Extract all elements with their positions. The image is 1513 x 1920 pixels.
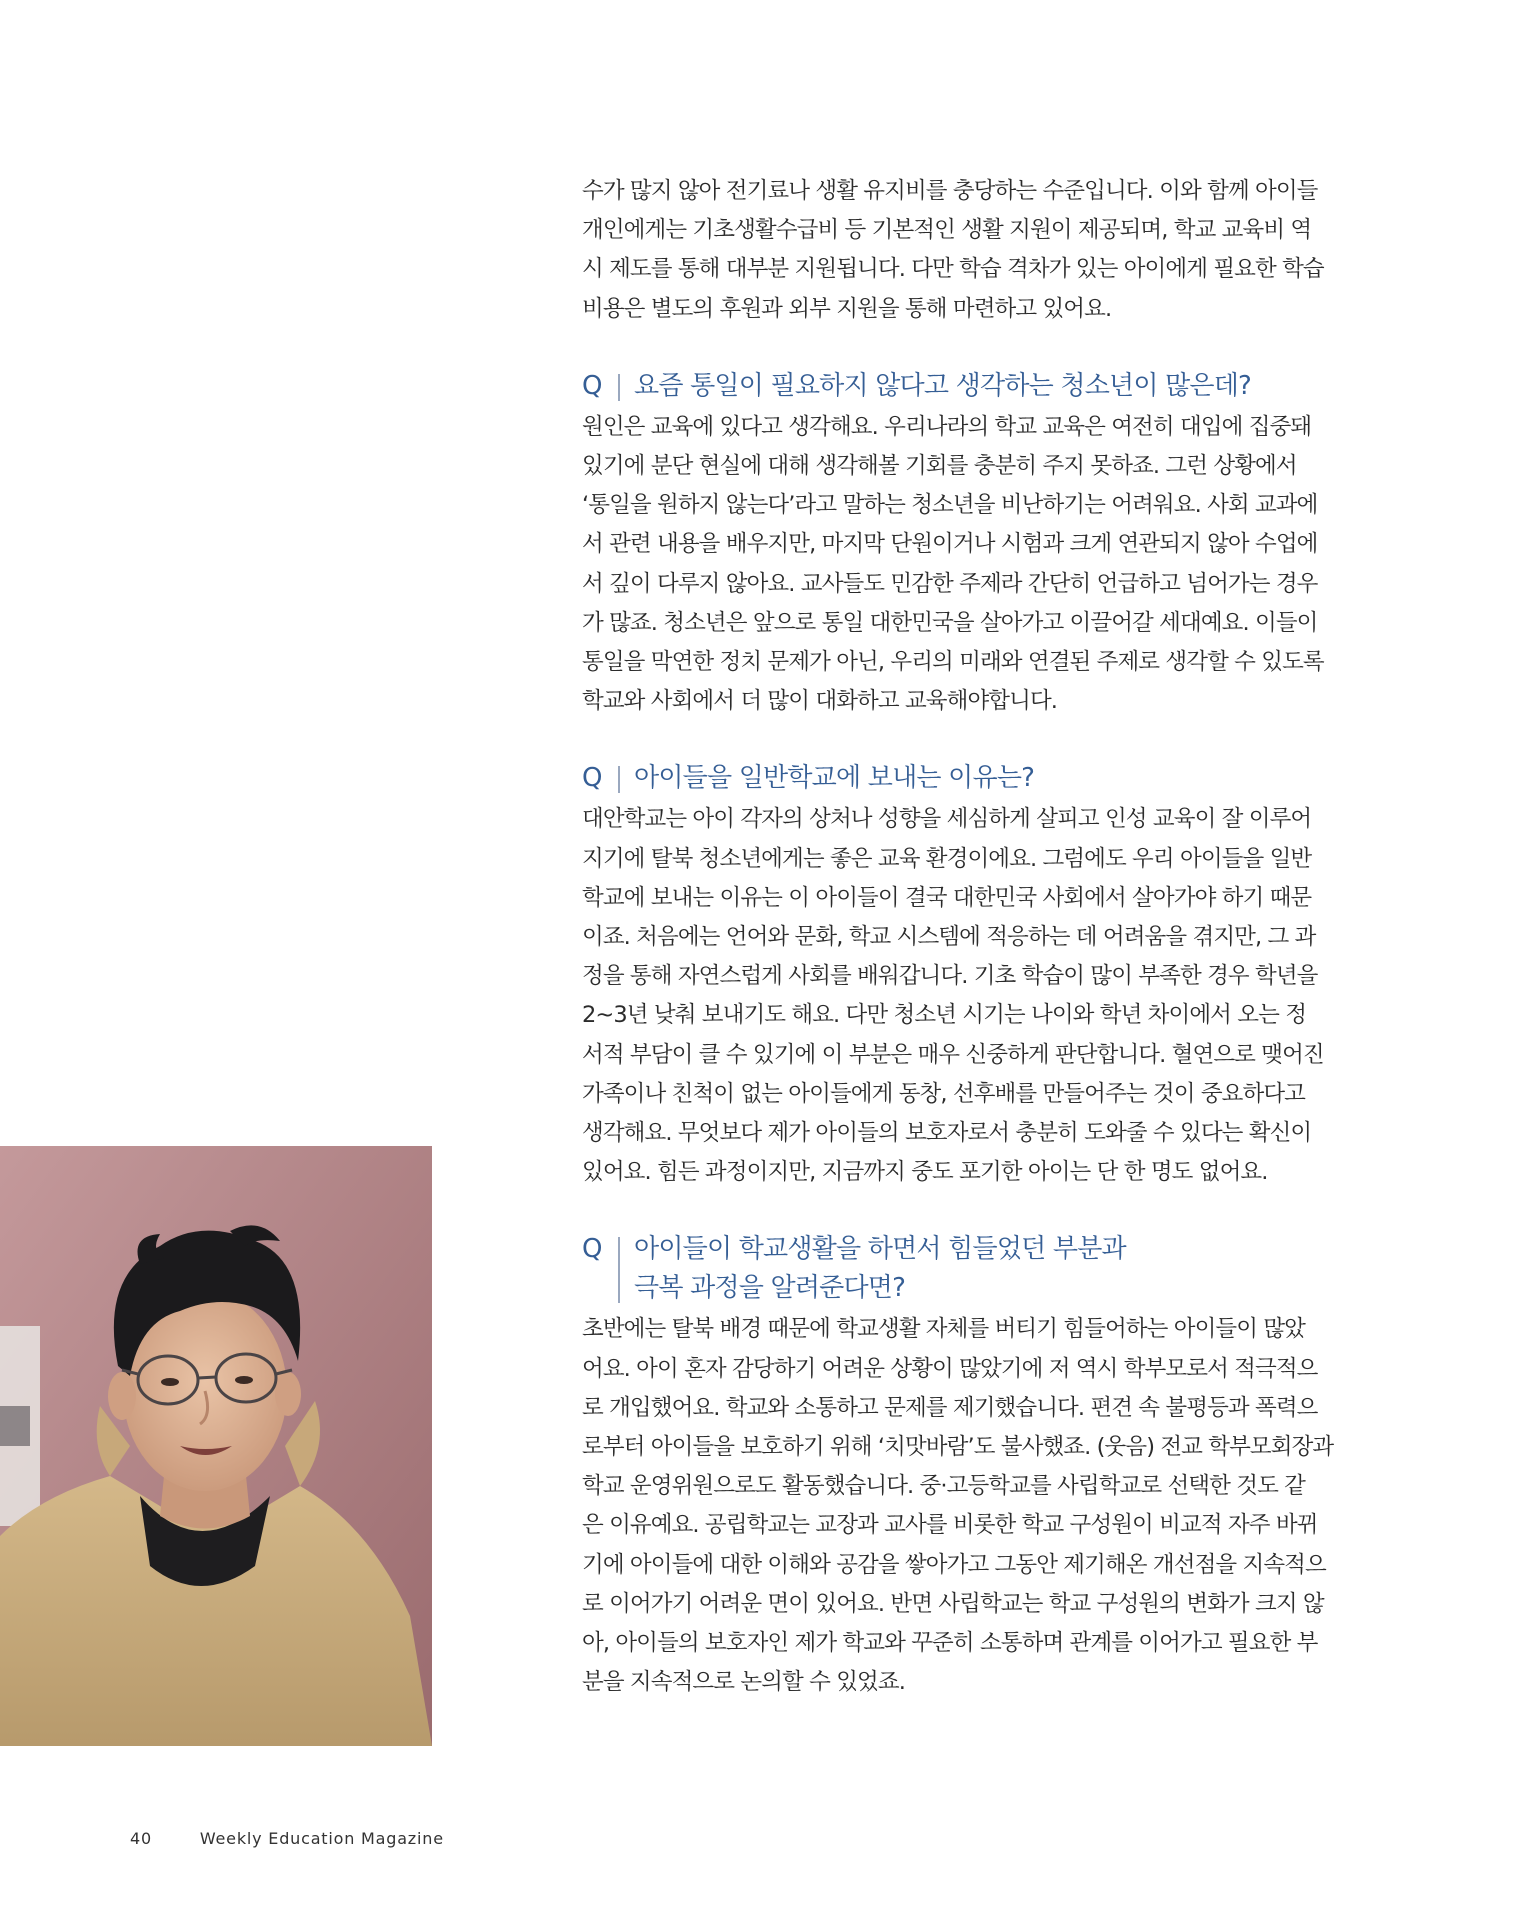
question-line: 요즘 통일이 필요하지 않다고 생각하는 청소년이 많은데? <box>634 370 1252 401</box>
question-divider <box>618 374 620 401</box>
text-line: 서 관련 내용을 배우지만, 마지막 단원이거나 시험과 크게 연관되지 않아 수업에 <box>582 531 1318 558</box>
answer-paragraph <box>582 1310 1342 1702</box>
question-line: 극복 과정을 알려준다면? <box>634 1273 906 1304</box>
text-line: 서적 부담이 클 수 있기에 이 부분은 매우 신중하게 판단합니다. 혈연으로 맺어진 <box>582 1041 1324 1068</box>
text-line: 2~3년 낮춰 보내기도 해요. 다만 청소년 시기는 나이와 학년 차이에서 오는 정 <box>582 1002 1307 1029</box>
question-heading <box>582 759 1342 798</box>
text-line: 가족이나 친척이 없는 아이들에게 동창, 선후배를 만들어주는 것이 중요하다고 <box>582 1080 1305 1107</box>
text-line: 로부터 아이들을 보호하기 위해 ‘치맛바람’도 불사했죠. (웃음) 전교 학부모회장과 <box>582 1434 1334 1461</box>
question-line: 아이들을 일반학교에 보내는 이유는? <box>634 763 1035 794</box>
text-line: 이죠. 처음에는 언어와 문화, 학교 시스템에 적응하는 데 어려움을 겪지만, 그 과 <box>582 924 1316 951</box>
question-text <box>634 1230 1342 1308</box>
text-line: 정을 통해 자연스럽게 사회를 배워갑니다. 기초 학습이 많이 부족한 경우 학년을 <box>582 963 1318 990</box>
text-line: 가 많죠. 청소년은 앞으로 통일 대한민국을 살아가고 이끌어갈 세대예요. 이들이 <box>582 609 1318 636</box>
interviewee-photo <box>0 1146 432 1746</box>
article-column <box>582 172 1342 1703</box>
text-line: 아, 아이들의 보호자인 제가 학교와 꾸준히 소통하며 관계를 이어가고 필요한 부 <box>582 1630 1318 1657</box>
text-line: 지기에 탈북 청소년에게는 좋은 교육 환경이에요. 그럼에도 우리 아이들을 일반 <box>582 845 1312 872</box>
question-text <box>634 367 1342 406</box>
text-line: 생각해요. 무엇보다 제가 아이들의 보호자로서 충분히 도와줄 수 있다는 확신이 <box>582 1120 1312 1147</box>
text-line: 시 제도를 통해 대부분 지원됩니다. 다만 학습 격차가 있는 아이에게 필요한 학습 <box>582 256 1324 283</box>
text-line: 학교 운영위원으로도 활동했습니다. 중·고등학교를 사립학교로 선택한 것도 같 <box>582 1473 1305 1500</box>
text-line: 서 깊이 다루지 않아요. 교사들도 민감한 주제라 간단히 언급하고 넘어가는 경우 <box>582 570 1318 597</box>
question-mark: Q <box>582 763 602 794</box>
text-line: 비용은 별도의 후원과 외부 지원을 통해 마련하고 있어요. <box>582 295 1112 322</box>
text-line: 수가 많지 않아 전기료나 생활 유지비를 충당하는 수준입니다. 이와 함께 아이들 <box>582 178 1318 204</box>
magazine-name: Weekly Education Magazine <box>199 1829 444 1848</box>
question-mark: Q <box>582 370 602 401</box>
text-line: 원인은 교육에 있다고 생각해요. 우리나라의 학교 교육은 여전히 대입에 집중돼 <box>582 413 1312 440</box>
text-line: 로 이어가기 어려운 면이 있어요. 반면 사립학교는 학교 구성원의 변화가 크지 않 <box>582 1590 1324 1617</box>
question-heading <box>582 1230 1342 1308</box>
text-line: 개인에게는 기초생활수급비 등 기본적인 생활 지원이 제공되며, 학교 교육비 역 <box>582 217 1312 244</box>
text-line: 대안학교는 아이 각자의 상처나 성향을 세심하게 살피고 인성 교육이 잘 이루어 <box>582 806 1312 833</box>
text-line: 기에 아이들에 대한 이해와 공감을 쌓아가고 그동안 제기해온 개선점을 지속적으 <box>582 1551 1326 1578</box>
question-heading <box>582 367 1342 406</box>
text-line: 있기에 분단 현실에 대해 생각해볼 기회를 충분히 주지 못하죠. 그런 상황에서 <box>582 453 1297 480</box>
text-line: 통일을 막연한 정치 문제가 아닌, 우리의 미래와 연결된 주제로 생각할 수 있도록 <box>582 649 1324 676</box>
answer-paragraph <box>582 800 1342 1192</box>
page-number: 40 <box>130 1829 152 1848</box>
page-footer <box>130 1829 444 1848</box>
question-divider <box>618 766 620 793</box>
text-line: 초반에는 탈북 배경 때문에 학교생활 자체를 버티기 힘들어하는 아이들이 많았 <box>582 1316 1305 1343</box>
text-line: 학교에 보내는 이유는 이 아이들이 결국 대한민국 사회에서 살아가야 하기 때문 <box>582 884 1312 911</box>
text-line: 어요. 아이 혼자 감당하기 어려운 상황이 많았기에 저 역시 학부모로서 적극적으 <box>582 1355 1318 1382</box>
text-line: 있어요. 힘든 과정이지만, 지금까지 중도 포기한 아이는 단 한 명도 없어요. <box>582 1159 1268 1186</box>
question-mark: Q <box>582 1234 602 1265</box>
text-line: 은 이유예요. 공립학교는 교장과 교사를 비롯한 학교 구성원이 비교적 자주 바뀌 <box>582 1512 1318 1539</box>
question-divider <box>618 1237 620 1303</box>
question-text <box>634 759 1342 798</box>
text-line: ‘통일을 원하지 않는다’라고 말하는 청소년을 비난하기는 어려워요. 사회 교과에 <box>582 492 1318 519</box>
text-line: 학교와 사회에서 더 많이 대화하고 교육해야합니다. <box>582 688 1058 715</box>
text-line: 로 개입했어요. 학교와 소통하고 문제를 제기했습니다. 편견 속 불평등과 폭력으 <box>582 1394 1318 1421</box>
answer-paragraph <box>582 408 1342 722</box>
question-line: 아이들이 학교생활을 하면서 힘들었던 부분과 <box>634 1234 1126 1265</box>
intro-paragraph <box>582 172 1342 329</box>
text-line: 분을 지속적으로 논의할 수 있었죠. <box>582 1669 905 1696</box>
